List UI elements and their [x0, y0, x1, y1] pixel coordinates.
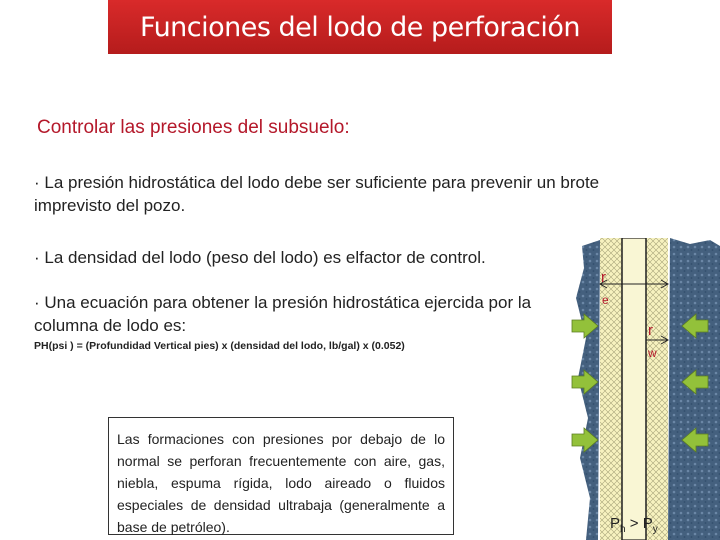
pressure-relation: $P_h > P_y$: [610, 515, 658, 535]
bullet-density: · La densidad del lodo (peso del lodo) es elfactor de control.: [34, 248, 486, 267]
section-heading: Controlar las presiones del subsuelo:: [37, 117, 350, 138]
wellbore-diagram: [560, 238, 720, 540]
label-rw-sub: w: [648, 346, 657, 360]
annulus-mud-right: [646, 238, 668, 540]
hydrostatic-formula: PH(psi ) = (Profundidad Vertical pies) x (densidad del lodo, lb/gal) x (0.052): [34, 340, 405, 352]
title-banner: [108, 0, 612, 54]
label-rw: r: [648, 322, 653, 339]
label-re-sub: e: [602, 293, 609, 307]
bullet-equation: · Una ecuación para obtener la presión hidrostática ejercida por la columna de lodo es:: [34, 293, 532, 335]
label-re: r: [601, 269, 606, 286]
drill-pipe: [622, 238, 646, 540]
slide-title: Funciones del lodo de perforación: [140, 11, 580, 43]
note-text: Las formaciones con presiones por debajo de lo normal se perforan frecuentemente con aire, gas, niebla, espuma rígida, lodo aireado o fluidos especiales de densidad ultrabaja (generalmente a base de petróleo).: [117, 431, 445, 535]
note-box: [108, 417, 454, 535]
bullet-hydrostatic: · La presión hidrostática del lodo debe ser suficiente para prevenir un brote imprevisto del pozo.: [34, 173, 600, 215]
